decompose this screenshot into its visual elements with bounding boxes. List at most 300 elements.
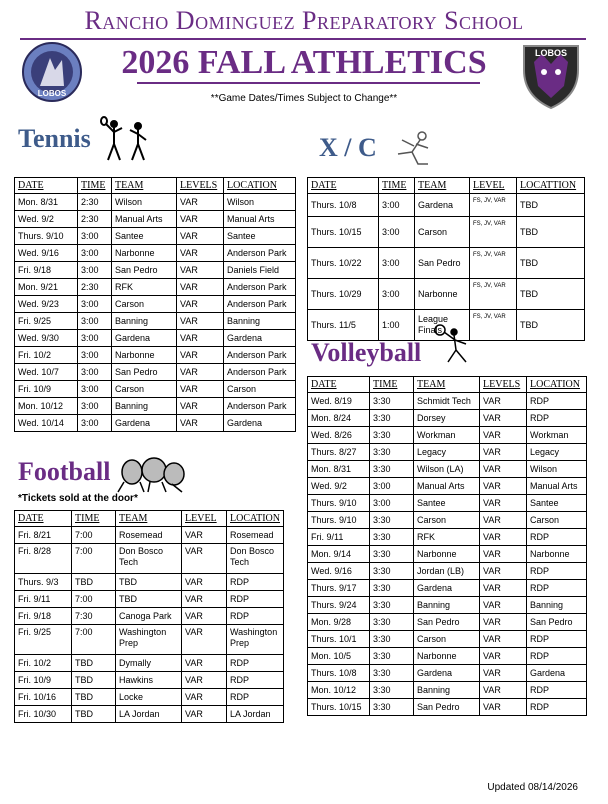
table-cell: 3:30 (370, 512, 414, 529)
col-header: TIME (370, 377, 414, 393)
table-cell: Gardena (224, 415, 296, 432)
header-rule (20, 38, 586, 40)
table-cell: Workman (414, 427, 480, 444)
table-cell: VAR (182, 527, 227, 544)
table-cell: 2:30 (78, 211, 112, 228)
col-header: TEAM (415, 178, 470, 194)
table-cell: Fri. 10/2 (15, 347, 78, 364)
table-cell: Gardena (224, 330, 296, 347)
table-cell: RFK (112, 279, 177, 296)
table-header-row (308, 377, 587, 393)
table-cell: 3:00 (379, 194, 415, 217)
table-cell: Thurs. 9/10 (15, 228, 78, 245)
table-cell: Gardena (414, 665, 480, 682)
table-cell: Anderson Park (224, 279, 296, 296)
table-cell: 2:30 (78, 279, 112, 296)
table-cell: Thurs. 9/17 (308, 580, 370, 597)
table-cell: Narbonne (414, 648, 480, 665)
table-cell: 3:30 (370, 563, 414, 580)
table-row (308, 495, 587, 512)
table-cell: Mon. 9/21 (15, 279, 78, 296)
table-cell: VAR (480, 512, 527, 529)
schedule-note: **Game Dates/Times Subject to Change** (210, 93, 398, 104)
lobos-logo-icon (22, 42, 82, 102)
table-cell: Rosemead (227, 527, 284, 544)
table-cell: Daniels Field (224, 262, 296, 279)
table-cell: Gardena (112, 330, 177, 347)
table-cell: 7:00 (72, 544, 116, 574)
table-cell: Thurs. 10/8 (308, 665, 370, 682)
runner-icon (388, 128, 438, 168)
table-cell: Anderson Park (224, 398, 296, 415)
table-row (308, 563, 587, 580)
table-cell: VAR (177, 364, 224, 381)
table-cell: 2:30 (78, 194, 112, 211)
table-header-row (15, 178, 296, 194)
table-cell: LA Jordan (116, 706, 182, 723)
table-cell: VAR (177, 245, 224, 262)
table-row (15, 279, 296, 296)
col-header: DATE (15, 511, 72, 527)
table-cell: Carson (112, 381, 177, 398)
table-cell: Fri. 10/30 (15, 706, 72, 723)
col-header: TIME (72, 511, 116, 527)
table-cell: VAR (480, 665, 527, 682)
table-cell: Schmidt Tech (414, 393, 480, 410)
table-cell: Thurs. 10/1 (308, 631, 370, 648)
table-cell: Carson (224, 381, 296, 398)
table-cell: Wed. 10/14 (15, 415, 78, 432)
tennis-heading: Tennis (18, 124, 91, 153)
table-cell: 3:00 (78, 245, 112, 262)
table-cell: 3:00 (370, 495, 414, 512)
table-cell: Fri. 9/18 (15, 608, 72, 625)
table-cell: 3:00 (78, 398, 112, 415)
table-row (308, 410, 587, 427)
table-cell: San Pedro (112, 262, 177, 279)
table-cell: 7:00 (72, 625, 116, 655)
table-cell: Mon. 9/28 (308, 614, 370, 631)
table-cell: VAR (177, 279, 224, 296)
table-cell: 3:30 (370, 648, 414, 665)
table-cell: Banning (414, 682, 480, 699)
col-header: TEAM (414, 377, 480, 393)
table-cell: Carson (414, 631, 480, 648)
table-cell: Dorsey (414, 410, 480, 427)
table-cell: Thurs. 9/24 (308, 597, 370, 614)
table-cell: Gardena (415, 194, 470, 217)
table-cell: VAR (480, 393, 527, 410)
table-cell: Gardena (527, 665, 587, 682)
table-row (308, 512, 587, 529)
table-cell: VAR (480, 546, 527, 563)
table-cell: VAR (177, 347, 224, 364)
table-cell: VAR (182, 655, 227, 672)
table-cell: TBD (72, 655, 116, 672)
table-cell: RDP (227, 689, 284, 706)
table-cell: Thurs. 9/10 (308, 512, 370, 529)
table-row (15, 574, 284, 591)
col-header: DATE (308, 178, 379, 194)
table-cell: 3:00 (379, 217, 415, 248)
table-cell: Fri. 8/21 (15, 527, 72, 544)
table-row (15, 313, 296, 330)
table-cell: RDP (527, 393, 587, 410)
table-cell: 7:00 (72, 527, 116, 544)
table-cell: Wed. 9/2 (308, 478, 370, 495)
table-cell: 3:30 (370, 427, 414, 444)
table-cell: FS, JV, VAR (470, 194, 517, 217)
table-cell: Fri. 9/18 (15, 262, 78, 279)
table-cell: Locke (116, 689, 182, 706)
table-cell: TBD (517, 279, 585, 310)
table-cell: 3:00 (379, 248, 415, 279)
table-cell: Canoga Park (116, 608, 182, 625)
table-cell: RFK (414, 529, 480, 546)
table-row (15, 527, 284, 544)
table-row (15, 591, 284, 608)
col-header: TIME (78, 178, 112, 194)
table-cell: Fri. 10/9 (15, 381, 78, 398)
table-cell: VAR (182, 672, 227, 689)
table-row (308, 597, 587, 614)
table-row (308, 217, 585, 248)
table-cell: Fri. 9/25 (15, 313, 78, 330)
table-cell: VAR (480, 444, 527, 461)
table-cell: TBD (72, 689, 116, 706)
table-cell: TBD (517, 310, 585, 341)
table-cell: 3:00 (370, 478, 414, 495)
table-cell: Don Bosco Tech (116, 544, 182, 574)
table-row (15, 415, 296, 432)
table-cell: Legacy (527, 444, 587, 461)
tennis-players-icon (100, 116, 152, 166)
table-cell: VAR (480, 631, 527, 648)
table-cell: 3:00 (78, 364, 112, 381)
table-row (15, 544, 284, 574)
table-cell: Thurs. 10/8 (308, 194, 379, 217)
table-cell: 3:30 (370, 410, 414, 427)
table-cell: Wilson (112, 194, 177, 211)
table-cell: 3:30 (370, 393, 414, 410)
table-row (308, 248, 585, 279)
table-cell: 1:00 (379, 310, 415, 341)
table-cell: 3:30 (370, 682, 414, 699)
table-cell: Rosemead (116, 527, 182, 544)
table-cell: VAR (177, 296, 224, 313)
table-cell: 3:00 (78, 330, 112, 347)
table-row (308, 631, 587, 648)
table-row (15, 245, 296, 262)
table-cell: 3:00 (78, 347, 112, 364)
table-cell: VAR (182, 625, 227, 655)
table-cell: Banning (527, 597, 587, 614)
table-cell: RDP (527, 529, 587, 546)
table-row (308, 444, 587, 461)
table-cell: Wed. 9/2 (15, 211, 78, 228)
col-header: LOCATION (227, 511, 284, 527)
table-cell: 7:30 (72, 608, 116, 625)
table-cell: Banning (112, 398, 177, 415)
tennis-schedule-table (14, 177, 296, 432)
table-cell: VAR (177, 313, 224, 330)
table-cell: Banning (414, 597, 480, 614)
table-cell: TBD (72, 574, 116, 591)
table-cell: League Finals (415, 310, 470, 341)
table-cell: Wilson (LA) (414, 461, 480, 478)
table-row (308, 648, 587, 665)
table-cell: TBD (116, 591, 182, 608)
table-cell: San Pedro (415, 248, 470, 279)
table-cell: Santee (527, 495, 587, 512)
col-header: LEVELS (480, 377, 527, 393)
table-cell: Banning (224, 313, 296, 330)
table-cell: Gardena (112, 415, 177, 432)
table-cell: TBD (517, 248, 585, 279)
table-cell: Fri. 9/11 (308, 529, 370, 546)
table-cell: RDP (527, 648, 587, 665)
table-row (15, 262, 296, 279)
col-header: TIME (379, 178, 415, 194)
table-cell: Wed. 9/16 (15, 245, 78, 262)
table-cell: Jordan (LB) (414, 563, 480, 580)
table-cell: Mon. 10/12 (15, 398, 78, 415)
table-row (308, 279, 585, 310)
table-row (308, 546, 587, 563)
table-row (15, 655, 284, 672)
table-cell: Carson (112, 296, 177, 313)
table-cell: VAR (182, 608, 227, 625)
table-cell: VAR (182, 706, 227, 723)
table-cell: VAR (480, 495, 527, 512)
table-cell: 3:30 (370, 614, 414, 631)
table-cell: Mon. 8/31 (15, 194, 78, 211)
table-row (15, 398, 296, 415)
table-cell: Banning (112, 313, 177, 330)
table-cell: Wed. 8/19 (308, 393, 370, 410)
table-cell: TBD (517, 217, 585, 248)
table-cell: VAR (177, 330, 224, 347)
col-header: LOCATION (224, 178, 296, 194)
col-header: DATE (15, 178, 78, 194)
table-cell: Wed. 9/16 (308, 563, 370, 580)
table-cell: Wed. 9/30 (15, 330, 78, 347)
table-cell: VAR (480, 563, 527, 580)
table-cell: VAR (177, 262, 224, 279)
table-row (308, 393, 587, 410)
table-cell: RDP (527, 699, 587, 716)
table-cell: Anderson Park (224, 245, 296, 262)
table-row (308, 194, 585, 217)
title-underline (137, 82, 480, 84)
table-cell: Anderson Park (224, 296, 296, 313)
table-cell: VAR (182, 574, 227, 591)
col-header: TEAM (112, 178, 177, 194)
page-title: 2026 FALL ATHLETICS (121, 44, 487, 81)
table-cell: Thurs. 9/10 (308, 495, 370, 512)
table-row (15, 330, 296, 347)
table-cell: Mon. 8/24 (308, 410, 370, 427)
table-row (15, 672, 284, 689)
table-cell: 3:00 (78, 228, 112, 245)
table-cell: 3:30 (370, 444, 414, 461)
table-cell: Thurs. 10/22 (308, 248, 379, 279)
table-row (308, 580, 587, 597)
table-cell: Manual Arts (527, 478, 587, 495)
table-cell: VAR (182, 544, 227, 574)
table-cell: Washington Prep (116, 625, 182, 655)
table-row (15, 625, 284, 655)
table-cell: Wilson (527, 461, 587, 478)
table-cell: Carson (414, 512, 480, 529)
table-row (308, 529, 587, 546)
table-cell: 3:00 (78, 415, 112, 432)
left-logo-text: LOBOS (37, 89, 67, 98)
table-cell: RDP (227, 672, 284, 689)
table-cell: Carson (415, 217, 470, 248)
football-players-icon (112, 452, 192, 494)
table-cell: 3:30 (370, 699, 414, 716)
table-cell: VAR (480, 461, 527, 478)
table-cell: Manual Arts (414, 478, 480, 495)
table-cell: Wed. 9/23 (15, 296, 78, 313)
table-cell: LA Jordan (227, 706, 284, 723)
table-cell: 3:00 (78, 381, 112, 398)
table-row (308, 682, 587, 699)
table-cell: Narbonne (414, 546, 480, 563)
table-cell: Workman (527, 427, 587, 444)
col-header: TEAM (116, 511, 182, 527)
table-cell: Mon. 8/31 (308, 461, 370, 478)
table-cell: Thurs. 8/27 (308, 444, 370, 461)
table-cell: 3:30 (370, 665, 414, 682)
table-cell: 3:30 (370, 529, 414, 546)
table-cell: 3:00 (78, 296, 112, 313)
table-cell: VAR (480, 597, 527, 614)
table-cell: VAR (480, 478, 527, 495)
table-cell: Thurs. 10/29 (308, 279, 379, 310)
table-cell: VAR (182, 591, 227, 608)
table-cell: 7:00 (72, 591, 116, 608)
table-row (15, 296, 296, 313)
table-cell: Narbonne (112, 245, 177, 262)
table-cell: Narbonne (527, 546, 587, 563)
table-cell: Manual Arts (112, 211, 177, 228)
updated-date: Updated 08/14/2026 (487, 782, 578, 793)
table-cell: Hawkins (116, 672, 182, 689)
xc-schedule-table (307, 177, 585, 341)
table-row (15, 211, 296, 228)
table-cell: Don Bosco Tech (227, 544, 284, 574)
table-cell: Anderson Park (224, 364, 296, 381)
table-row (308, 614, 587, 631)
table-cell: Santee (112, 228, 177, 245)
table-row (15, 706, 284, 723)
table-cell: TBD (517, 194, 585, 217)
table-cell: Wed. 8/26 (308, 427, 370, 444)
table-cell: Dymally (116, 655, 182, 672)
table-cell: RDP (227, 608, 284, 625)
table-row (15, 347, 296, 364)
table-row (308, 699, 587, 716)
table-cell: RDP (527, 580, 587, 597)
table-cell: Fri. 10/9 (15, 672, 72, 689)
table-cell: FS, JV, VAR (470, 310, 517, 341)
col-header: LOCATTION (517, 178, 585, 194)
table-cell: RDP (227, 574, 284, 591)
table-cell: 3:00 (78, 262, 112, 279)
table-cell: RDP (227, 591, 284, 608)
table-cell: Thurs. 9/3 (15, 574, 72, 591)
table-cell: Narbonne (112, 347, 177, 364)
col-header: LEVEL (182, 511, 227, 527)
table-header-row (15, 511, 284, 527)
volleyball-heading: Volleyball (311, 338, 422, 367)
table-cell: San Pedro (112, 364, 177, 381)
table-cell: Thurs. 10/15 (308, 217, 379, 248)
table-cell: Carson (527, 512, 587, 529)
table-cell: Fri. 8/28 (15, 544, 72, 574)
table-cell: San Pedro (414, 614, 480, 631)
table-cell: Fri. 10/16 (15, 689, 72, 706)
table-cell: Washington Prep (227, 625, 284, 655)
table-cell: VAR (480, 580, 527, 597)
table-cell: FS, JV, VAR (470, 248, 517, 279)
table-cell: FS, JV, VAR (470, 217, 517, 248)
table-cell: TBD (72, 706, 116, 723)
table-cell: Gardena (414, 580, 480, 597)
table-cell: RDP (527, 631, 587, 648)
col-header: LEVELS (177, 178, 224, 194)
right-logo-text: LOBOS (534, 48, 568, 58)
xc-heading: X / C (319, 133, 377, 162)
table-cell: Santee (224, 228, 296, 245)
table-cell: 3:30 (370, 546, 414, 563)
table-cell: 3:30 (370, 580, 414, 597)
table-cell: TBD (72, 672, 116, 689)
table-cell: 3:00 (379, 279, 415, 310)
football-heading: Football (18, 457, 111, 486)
col-header: LEVEL (470, 178, 517, 194)
table-cell: Legacy (414, 444, 480, 461)
table-row (15, 228, 296, 245)
table-cell: RDP (527, 563, 587, 580)
table-cell: Thurs. 10/15 (308, 699, 370, 716)
table-header-row (308, 178, 585, 194)
football-schedule-table (14, 510, 284, 723)
table-cell: 3:30 (370, 597, 414, 614)
table-cell: San Pedro (414, 699, 480, 716)
table-cell: Fri. 9/11 (15, 591, 72, 608)
table-cell: VAR (177, 228, 224, 245)
table-cell: Fri. 9/25 (15, 625, 72, 655)
table-cell: VAR (480, 682, 527, 699)
table-row (15, 608, 284, 625)
col-header: DATE (308, 377, 370, 393)
table-cell: Narbonne (415, 279, 470, 310)
table-cell: VAR (480, 427, 527, 444)
table-row (15, 364, 296, 381)
school-name: Rancho Dominguez Preparatory School (84, 6, 524, 35)
table-cell: 3:30 (370, 461, 414, 478)
table-cell: VAR (177, 398, 224, 415)
table-cell: TBD (116, 574, 182, 591)
volleyball-schedule-table (307, 376, 587, 716)
table-cell: VAR (480, 410, 527, 427)
table-cell: 3:30 (370, 631, 414, 648)
table-cell: VAR (480, 648, 527, 665)
table-cell: Manual Arts (224, 211, 296, 228)
